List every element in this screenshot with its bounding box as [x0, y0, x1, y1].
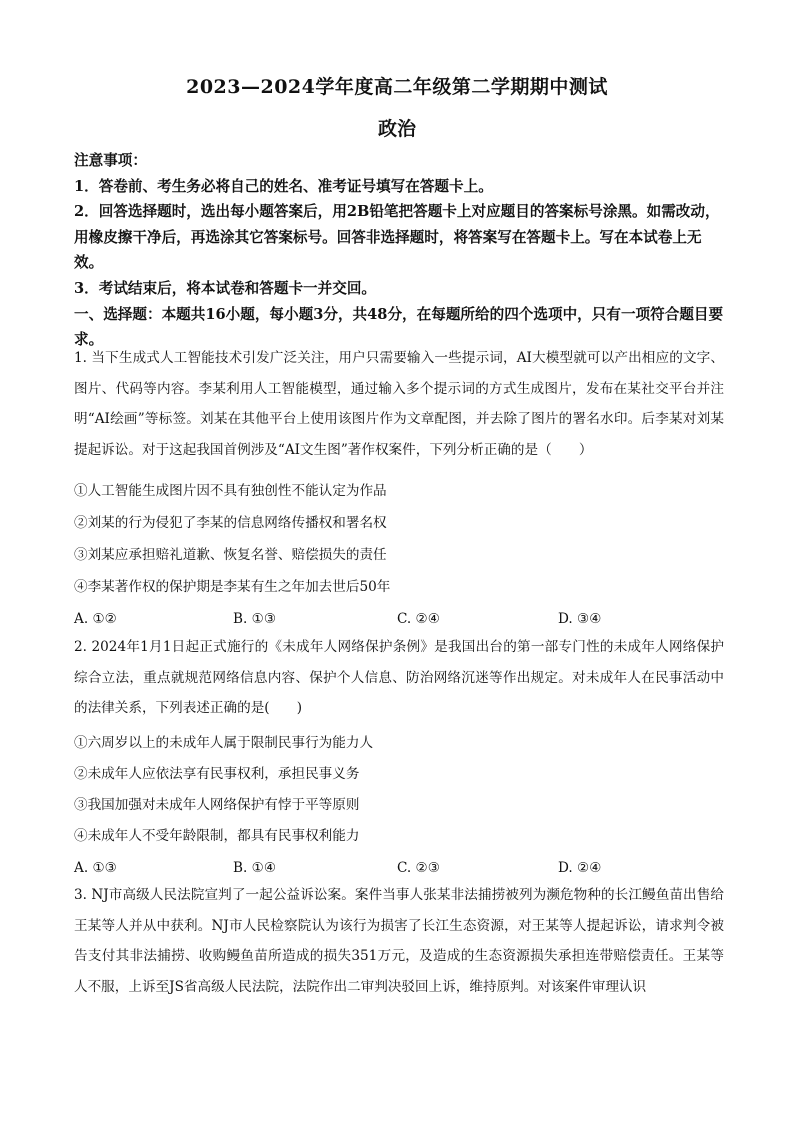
question-1-option: ②刘某的行为侵犯了李某的信息网络传播权和署名权: [74, 515, 387, 531]
instruction-item: 1．答卷前、考生务必将自己的姓名、准考证号填写在答题卡上。: [74, 177, 493, 195]
instructions: [74, 148, 724, 353]
question-stem: 3. NJ市高级人民法院宣判了一起公益诉讼案。案件当事人张某非法捕捞被列为濒危物种的长江鳗鱼苗出售给王某等人并从中获利。NJ市人民检察院认为该行为损害了长江生态资源，对王某等人提起诉讼，请求判令被告支付其非法捕捞、收购鳗鱼苗所造成的损失351万元，及造成的生态资源损失承担连带赔偿责任。王某等人不服，上诉至JS省高级人民法院，法院作出二审判决驳回上诉，维持原判。对该案件审理认识: [74, 887, 724, 995]
question-stem: 1. 当下生成式人工智能技术引发广泛关注，用户只需要输入一些提示词，AI大模型就可以产出相应的文字、图片、代码等内容。李某利用人工智能模型，通过输入多个提示词的方式生成图片，发布在某社交平台并注明“AI绘画”等标签。刘某在其他平台上使用该图片作为文章配图，并去除了图片的署名水印。后李某对刘某提起诉讼。对于这起我国首例涉及“AI文生图”著作权案件，下列分析正确的是（ ）: [74, 350, 724, 458]
question-2-option: ①六周岁以上的未成年人属于限制民事行为能力人: [74, 735, 374, 751]
question-2-option: ④未成年人不受年龄限制，都具有民事权利能力: [74, 828, 360, 844]
choice-b: B. ①③: [233, 611, 277, 627]
question-2-option: ②未成年人应依法享有民事权利，承担民事义务: [74, 766, 360, 782]
choice-a: A. ①②: [74, 611, 117, 627]
choice-d: D. ②④: [558, 860, 602, 876]
question-2-option: ③我国加强对未成年人网络保护有悖于平等原则: [74, 797, 360, 813]
question-1-stem: [74, 343, 724, 465]
instruction-item: 2．回答选择题时，选出每小题答案后，用2B铅笔把答题卡上对应题目的答案标号涂黑。如需改动，用橡皮擦干净后，再选涂其它答案标号。回答非选择题时，将答案写在答题卡上。写在本试卷上无效。: [74, 203, 720, 272]
exam-title: 2023—2024学年度高二年级第二学期期中测试: [186, 76, 608, 98]
question-1-option: ④李某著作权的保护期是李某有生之年加去世后50年: [74, 579, 391, 595]
choice-b: B. ①④: [233, 860, 277, 876]
choice-c: C. ②④: [397, 611, 440, 627]
instructions-heading: 注意事项：: [74, 152, 147, 169]
choice-a: A. ①③: [74, 860, 117, 876]
question-2-stem: [74, 632, 724, 724]
question-1-option: ①人工智能生成图片因不具有独创性不能认定为作品: [74, 483, 387, 499]
question-3-stem: [74, 880, 724, 1002]
instruction-item: 3．考试结束后，将本试卷和答题卡一并交回。: [74, 279, 377, 297]
section-heading: 一、选择题：本题共16小题，每小题3分，共48分，在每题所给的四个选项中，只有一项符合题目要求。: [74, 305, 724, 349]
choice-c: C. ②③: [397, 860, 440, 876]
exam-subject: 政治: [377, 118, 416, 140]
question-1-option: ③刘某应承担赔礼道歉、恢复名誉、赔偿损失的责任: [74, 547, 387, 563]
choice-d: D. ③④: [558, 611, 602, 627]
question-stem: 2. 2024年1月1日起正式施行的《未成年人网络保护条例》是我国出台的第一部专门性的未成年人网络保护综合立法，重点就规范网络信息内容、保护个人信息、防治网络沉迷等作出规定。对未成年人在民事活动中的法律关系，下列表述正确的是( ): [74, 639, 724, 716]
